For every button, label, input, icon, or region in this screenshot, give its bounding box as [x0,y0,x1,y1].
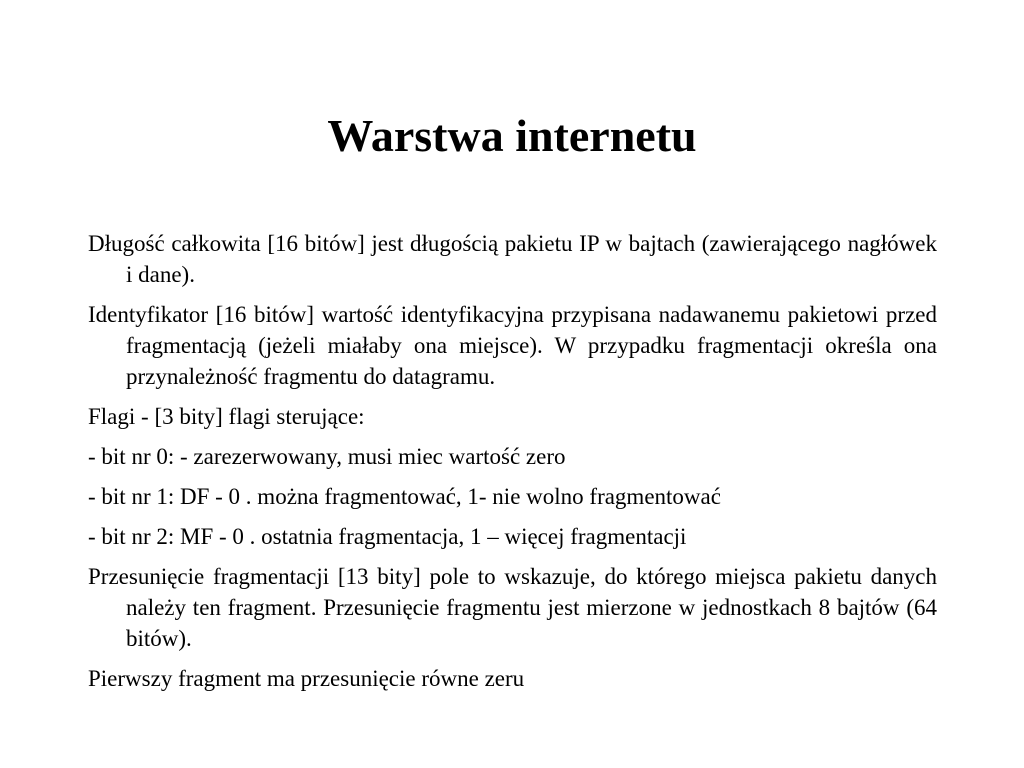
paragraph-identifier: Identyfikator [16 bitów] wartość identyfikacyjna przypisana nadawanemu pakietowi przed fragmentacją (jeżeli miałaby ona miejsce). W przypadku fragmentacji określa ona przynależność fragmentu do datagramu. [88,302,937,389]
paragraph-bit-0: - bit nr 0: - zarezerwowany, musi miec wartość zero [88,444,566,469]
paragraph-fragment-offset: Przesunięcie fragmentacji [13 bity] pole to wskazuje, do którego miejsca pakietu danych należy ten fragment. Przesunięcie fragmentu jest mierzone w jednostkach 8 bajtów (64 bitów). [88,564,937,651]
slide-body [88,228,937,703]
slide-title: Warstwa internetu [327,110,697,161]
paragraph-total-length: Długość całkowita [16 bitów] jest długością pakietu IP w bajtach (zawierającego nagłówek i dane). [88,231,937,287]
paragraph-bit-1: - bit nr 1: DF - 0 . można fragmentować, 1- nie wolno fragmentować [88,484,721,509]
paragraph-bit-2: - bit nr 2: MF - 0 . ostatnia fragmentacja, 1 – więcej fragmentacji [88,524,687,549]
paragraph-first-fragment: Pierwszy fragment ma przesunięcie równe zeru [88,666,525,691]
paragraph-flags: Flagi - [3 bity] flagi sterujące: [88,404,365,429]
